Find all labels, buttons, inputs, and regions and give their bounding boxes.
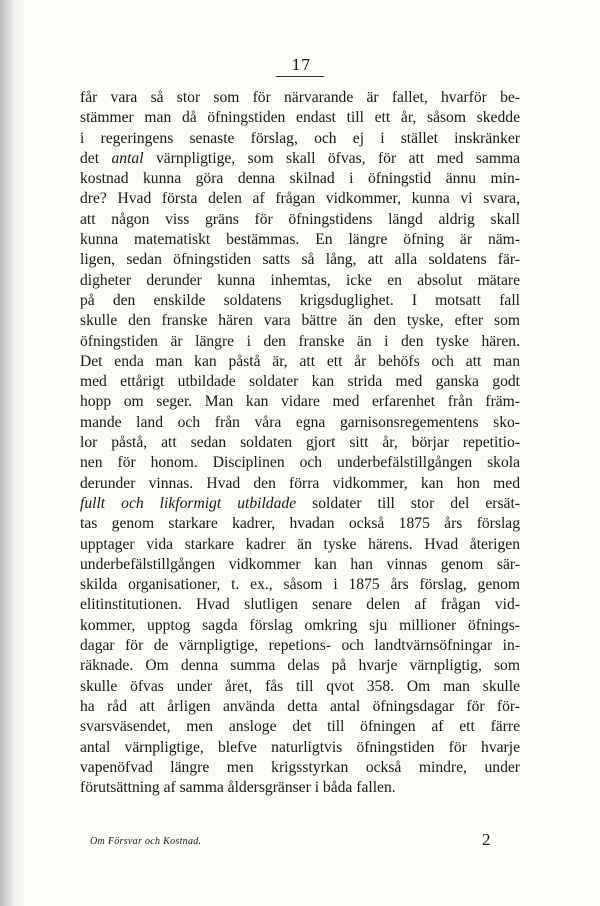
text-segment: mande land och från våra egna garnisonsregementens sko- (80, 413, 520, 431)
text-segment: kostnad kunna göra denna skilnad i öfningstid ännu min- (80, 170, 520, 188)
text-line (80, 392, 520, 412)
text-line (80, 169, 520, 189)
text-segment: vapenöfvad längre men krigsstyrkan också mindre, under (80, 758, 520, 776)
text-segment: upptager vida starkare kadrer än tyske härens. Hvad återigen (80, 535, 520, 553)
text-line (80, 352, 520, 372)
text-segment: soldater till stor del ersät- (296, 494, 520, 512)
italic-segment: fullt och likformigt utbildade (80, 494, 297, 512)
text-line (80, 555, 520, 575)
text-segment: Det enda man kan påstå är, att ett år behöfs och att man (80, 352, 520, 370)
text-segment: ligen, sedan öfningstiden satts så lång, att alla soldatens fär- (80, 251, 520, 269)
text-segment: tas genom starkare kadrer, hvadan också 1875 års förslag (80, 515, 520, 533)
text-line (80, 677, 520, 697)
text-line (80, 595, 520, 615)
text-line (80, 535, 520, 555)
text-line (80, 413, 520, 433)
text-segment: derunder vinnas. Hvad den förra vidkommer, kan hon med (80, 474, 520, 492)
text-line (80, 738, 520, 758)
text-line (80, 758, 520, 778)
text-line (80, 189, 520, 209)
page-edge-shadow (0, 0, 28, 906)
body-text (80, 88, 520, 798)
text-line (80, 88, 520, 108)
text-segment: värnpligtige, som skall öfvas, för att med samma (143, 149, 520, 167)
page-number-rule (276, 76, 324, 77)
text-segment: underbefälstillgången vidkommer kan han vinnas genom sär- (80, 555, 520, 573)
text-line (80, 656, 520, 676)
text-segment: att någon viss gräns för öfningstidens längd aldrig skall (80, 210, 520, 228)
text-segment: får vara så stor som för närvarande är fallet, hvarför be- (80, 89, 520, 106)
text-line (80, 575, 520, 595)
text-segment: svarsväsendet, men ansloge det till öfningen af ett färre (80, 718, 520, 736)
text-line (80, 129, 520, 149)
text-segment: dre? Hvad första delen af frågan vidkommer, kunna vi svara, (80, 190, 520, 208)
text-segment: digheter derunder kunna inhemtas, icke en absolut mätare (80, 271, 520, 289)
text-segment: stämmer man då öfningstiden endast till ett år, såsom skedde (80, 109, 520, 127)
text-line (80, 778, 520, 798)
text-segment: kommer, upptog sagda förslag omkring sju millioner öfnings- (80, 616, 520, 634)
text-line (80, 271, 520, 291)
text-line (80, 514, 520, 534)
text-segment: förutsättning af samma åldersgränser i båda fallen. (80, 779, 396, 797)
text-segment: det (80, 149, 112, 167)
text-line (80, 717, 520, 737)
text-line (80, 474, 520, 494)
text-segment: lor påstå, att sedan soldaten gjort sitt år, börjar repetitio- (80, 434, 520, 452)
text-segment: på den enskilde soldatens krigsduglighet. I motsatt fall (80, 291, 520, 309)
text-segment: skulle öfvas under året, fås till qvot 358. Om man skulle (80, 677, 520, 695)
text-segment: räknade. Om denna summa delas på hvarje värnpligtig, som (80, 657, 520, 675)
text-line (80, 372, 520, 392)
text-segment: med ettårigt utbildade soldater kan strida med ganska godt (80, 373, 520, 391)
text-line (80, 453, 520, 473)
text-segment: ha råd att årligen använda detta antal öfningsdagar för för- (80, 697, 520, 715)
text-line (80, 616, 520, 636)
text-line (80, 433, 520, 453)
text-segment: skilda organisationer, t. ex., såsom i 1875 års förslag, genom (80, 576, 520, 594)
page-number: 17 (291, 56, 311, 74)
text-segment: kunna matematiskt bestämmas. En längre öfning är näm- (80, 231, 520, 249)
text-line (80, 230, 520, 250)
text-segment: hopp om seger. Man kan vidare med erfarenhet från främ- (80, 393, 520, 411)
text-segment: skulle den franske hären vara bättre än den tyske, efter som (80, 312, 520, 330)
text-line (80, 291, 520, 311)
text-line (80, 636, 520, 656)
text-segment: antal värnpligtige, blefve naturligtvis öfningstiden för hvarje (80, 738, 520, 756)
italic-segment: antal (111, 149, 144, 167)
signature-mark: 2 (482, 830, 491, 849)
text-line (80, 149, 520, 169)
footer-title: Om Försvar och Kostnad. (90, 836, 202, 847)
text-line (80, 250, 520, 270)
text-line (80, 494, 520, 514)
text-segment: i regeringens senaste förslag, och ej i stället inskränker (80, 129, 520, 147)
text-line (80, 311, 520, 331)
text-segment: elitinstitutionen. Hvad slutligen senare delen af frågan vid- (80, 596, 520, 614)
text-line (80, 697, 520, 717)
text-line (80, 210, 520, 230)
text-segment: nen för honom. Disciplinen och underbefälstillgången skola (80, 454, 520, 472)
text-line (80, 332, 520, 352)
text-segment: öfningstiden är längre i den franske än i den tyske hären. (80, 332, 520, 350)
text-line (80, 108, 520, 128)
text-segment: dagar för de värnpligtige, repetions- och landtvärnsöfningar in- (80, 637, 520, 655)
